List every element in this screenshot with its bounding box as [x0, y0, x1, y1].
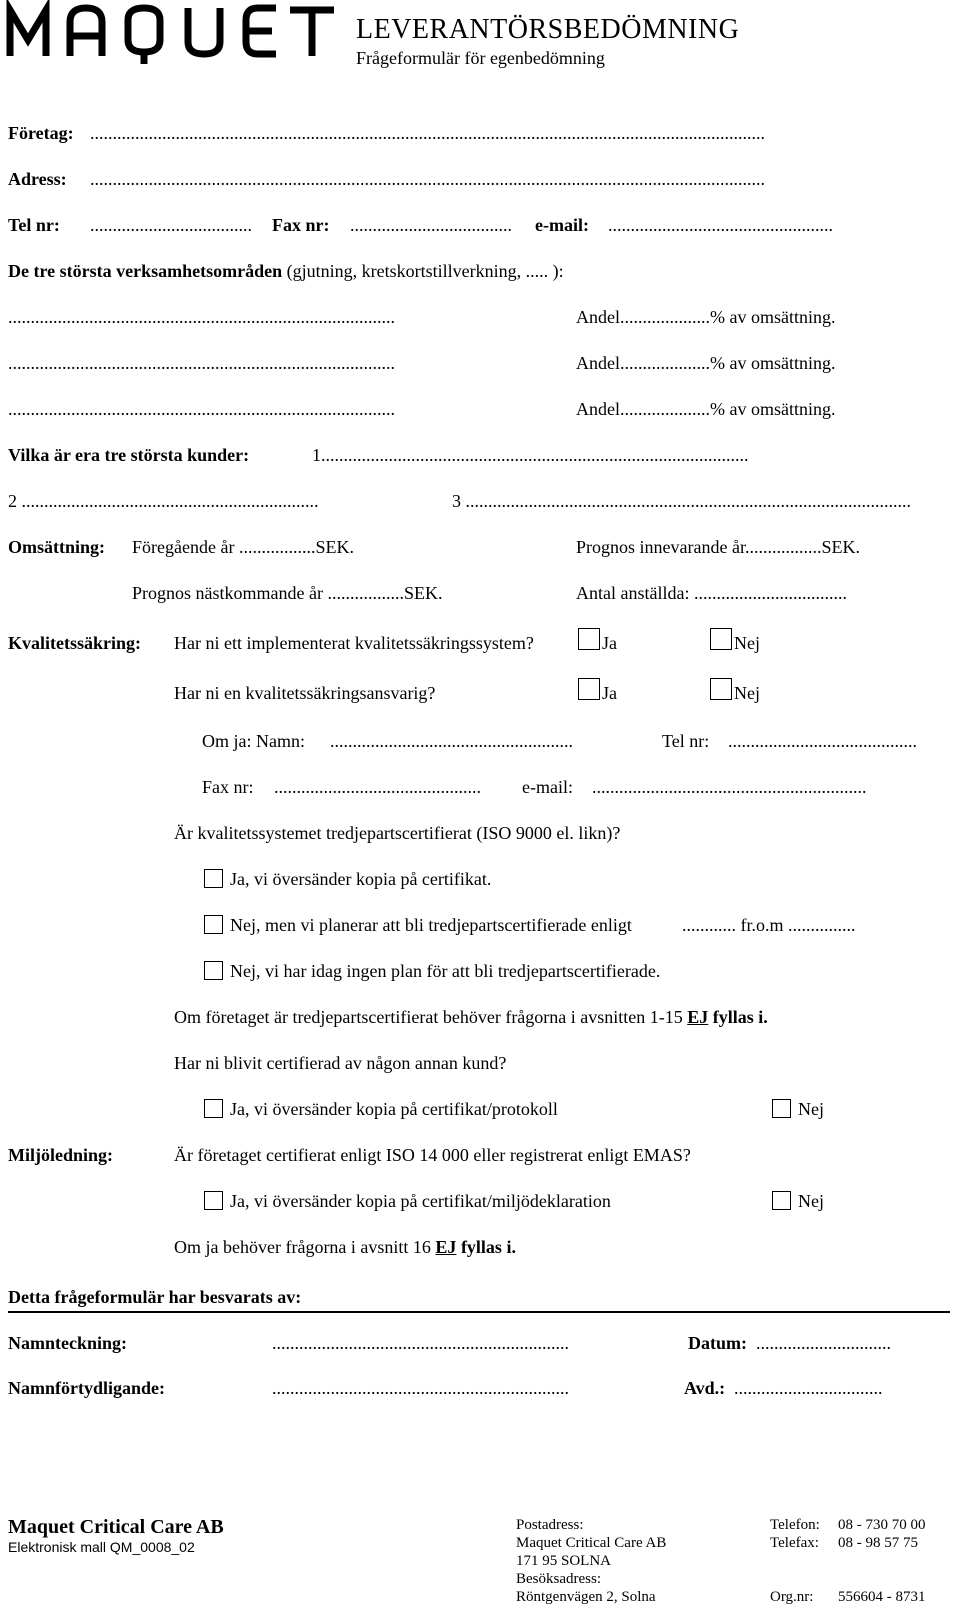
certified-note-suffix: fyllas i.	[708, 1007, 768, 1027]
business-area-3-share[interactable]: Andel....................% av omsättning.	[576, 399, 836, 419]
revenue-forecast-current-field[interactable]: Prognos innevarande år.................SEK.	[576, 537, 860, 557]
signature-label: Namnteckning:	[8, 1333, 128, 1353]
business-area-3-field[interactable]: ......................................................................................	[8, 399, 395, 419]
contact-fax-field[interactable]: ..............................................	[274, 777, 481, 797]
section-divider	[8, 1311, 950, 1313]
cert-no-plan-label: Nej, vi har idag ingen plan för att bli tredjepartscertifierade.	[230, 961, 661, 981]
contact-tel-field[interactable]: ..........................................	[728, 731, 917, 751]
form-subtitle: Frågeformulär för egenbedömning	[356, 48, 605, 68]
fax-label: Fax nr:	[272, 215, 330, 235]
customer-cert-no-label: Nej	[798, 1099, 824, 1119]
revenue-prev-year-field[interactable]: Föregående år .................SEK.	[132, 537, 354, 557]
environment-no-checkbox[interactable]	[772, 1191, 791, 1210]
revenue-label: Omsättning:	[8, 537, 106, 557]
environment-yes-label: Ja, vi översänder kopia på certifikat/miljödeklaration	[230, 1191, 611, 1211]
date-field[interactable]: ..............................	[756, 1333, 891, 1353]
name-clarification-field[interactable]: ..................................................................	[272, 1378, 569, 1398]
form-title: LEVERANTÖRSBEDÖMNING	[356, 14, 740, 45]
quality-system-no-label: Nej	[734, 633, 760, 653]
signature-field[interactable]: ..................................................................	[272, 1333, 569, 1353]
department-field[interactable]: .................................	[734, 1378, 883, 1398]
footer-visit-address: Röntgenvägen 2, Solna	[516, 1589, 656, 1605]
email-field[interactable]: ..................................................	[608, 215, 833, 235]
footer-visit-label: Besöksadress:	[516, 1571, 601, 1587]
customer-3-field[interactable]: 3 ...................................................................................................	[452, 491, 911, 511]
footer-postal-city: 171 95 SOLNA	[516, 1553, 612, 1569]
environment-question: Är företaget certifierat enligt ISO 14 000 eller registrerat enligt EMAS?	[174, 1145, 691, 1165]
environment-yes-checkbox[interactable]	[204, 1191, 223, 1210]
quality-manager-yes-checkbox[interactable]	[578, 678, 600, 700]
maquet-logo	[4, 0, 344, 71]
cert-yes-label: Ja, vi översänder kopia på certifikat.	[230, 869, 492, 889]
footer-fax-value: 08 - 98 57 75	[838, 1535, 918, 1551]
business-area-2-field[interactable]: ......................................................................................	[8, 353, 395, 373]
footer-org-label: Org.nr:	[770, 1589, 814, 1605]
environment-label: Miljöledning:	[8, 1145, 114, 1165]
quality-manager-no-checkbox[interactable]	[710, 678, 732, 700]
cert-planned-checkbox[interactable]	[204, 915, 223, 934]
contact-name-label: Om ja: Namn:	[202, 731, 305, 751]
contact-email-label: e-mail:	[522, 777, 573, 797]
footer-phone-value: 08 - 730 70 00	[838, 1517, 926, 1533]
cert-no-plan-checkbox[interactable]	[204, 961, 223, 980]
employees-field[interactable]: Antal anställda: ..................................	[576, 583, 847, 603]
contact-email-field[interactable]: .............................................................	[592, 777, 867, 797]
email-label: e-mail:	[535, 215, 589, 235]
footer-phone-label: Telefon:	[770, 1517, 820, 1533]
environment-note	[174, 1236, 516, 1258]
cert-planned-date-field[interactable]: ............ fr.o.m ...............	[682, 915, 856, 935]
company-field[interactable]: ......................................................................................................................................................	[90, 123, 765, 143]
address-field[interactable]: ......................................................................................................................................................	[90, 169, 765, 189]
business-areas-heading	[8, 260, 564, 282]
footer-postal-name: Maquet Critical Care AB	[516, 1535, 667, 1551]
footer-fax-label: Telefax:	[770, 1535, 819, 1551]
department-label: Avd.:	[684, 1378, 726, 1398]
customer-cert-yes-label: Ja, vi översänder kopia på certifikat/protokoll	[230, 1099, 558, 1119]
fax-field[interactable]: ....................................	[350, 215, 512, 235]
name-clarification-label: Namnförtydligande:	[8, 1378, 165, 1398]
quality-system-question: Har ni ett implementerat kvalitetssäkringssystem?	[174, 633, 534, 653]
footer-template-id: Elektronisk mall QM_0008_02	[8, 1539, 195, 1555]
customer-cert-no-checkbox[interactable]	[772, 1099, 791, 1118]
contact-name-field[interactable]: ......................................................	[330, 731, 573, 751]
customer-certification-question: Har ni blivit certifierad av någon annan kund?	[174, 1053, 507, 1073]
customer-cert-yes-checkbox[interactable]	[204, 1099, 223, 1118]
phone-field[interactable]: ....................................	[90, 215, 252, 235]
quality-manager-yes-label: Ja	[602, 683, 617, 703]
quality-label: Kvalitetssäkring:	[8, 633, 141, 653]
quality-manager-question: Har ni en kvalitetssäkringsansvarig?	[174, 683, 436, 703]
address-label: Adress:	[8, 169, 67, 189]
quality-manager-no-label: Nej	[734, 683, 760, 703]
business-areas-heading-normal: (gjutning, kretskortstillverkning, ..... ):	[282, 261, 564, 281]
contact-tel-label: Tel nr:	[662, 731, 710, 751]
footer-org-value: 556604 - 8731	[838, 1589, 926, 1605]
date-label: Datum:	[688, 1333, 747, 1353]
environment-no-label: Nej	[798, 1191, 824, 1211]
business-area-1-share[interactable]: Andel....................% av omsättning.	[576, 307, 836, 327]
business-area-1-field[interactable]: ......................................................................................	[8, 307, 395, 327]
environment-note-prefix: Om ja behöver frågorna i avsnitt 16	[174, 1237, 436, 1257]
business-area-2-share[interactable]: Andel....................% av omsättning.	[576, 353, 836, 373]
footer-company: Maquet Critical Care AB	[8, 1516, 224, 1538]
environment-note-ej: EJ	[435, 1237, 457, 1257]
quality-system-yes-label: Ja	[602, 633, 617, 653]
customer-2-field[interactable]: 2 ..................................................................	[8, 491, 319, 511]
customer-1-field[interactable]: 1...............................................................................................	[312, 445, 749, 465]
customers-label: Vilka är era tre största kunder:	[8, 445, 250, 465]
cert-planned-label: Nej, men vi planerar att bli tredjepartscertifierade enligt	[230, 915, 632, 935]
business-areas-heading-bold: De tre största verksamhetsområden	[8, 261, 283, 281]
certification-question: Är kvalitetssystemet tredjepartscertifierat (ISO 9000 el. likn)?	[174, 823, 621, 843]
contact-fax-label: Fax nr:	[202, 777, 254, 797]
footer-postal-label: Postadress:	[516, 1517, 584, 1533]
company-label: Företag:	[8, 123, 74, 143]
cert-yes-checkbox[interactable]	[204, 869, 223, 888]
phone-label: Tel nr:	[8, 215, 60, 235]
certified-note-prefix: Om företaget är tredjepartscertifierat behöver frågorna i avsnitten 1-15	[174, 1007, 688, 1027]
quality-system-yes-checkbox[interactable]	[578, 628, 600, 650]
answered-by-heading: Detta frågeformulär har besvarats av:	[8, 1287, 302, 1307]
certified-note	[174, 1006, 768, 1028]
revenue-forecast-next-field[interactable]: Prognos nästkommande år .................SEK.	[132, 583, 443, 603]
quality-system-no-checkbox[interactable]	[710, 628, 732, 650]
certified-note-ej: EJ	[687, 1007, 709, 1027]
environment-note-suffix: fyllas i.	[456, 1237, 516, 1257]
